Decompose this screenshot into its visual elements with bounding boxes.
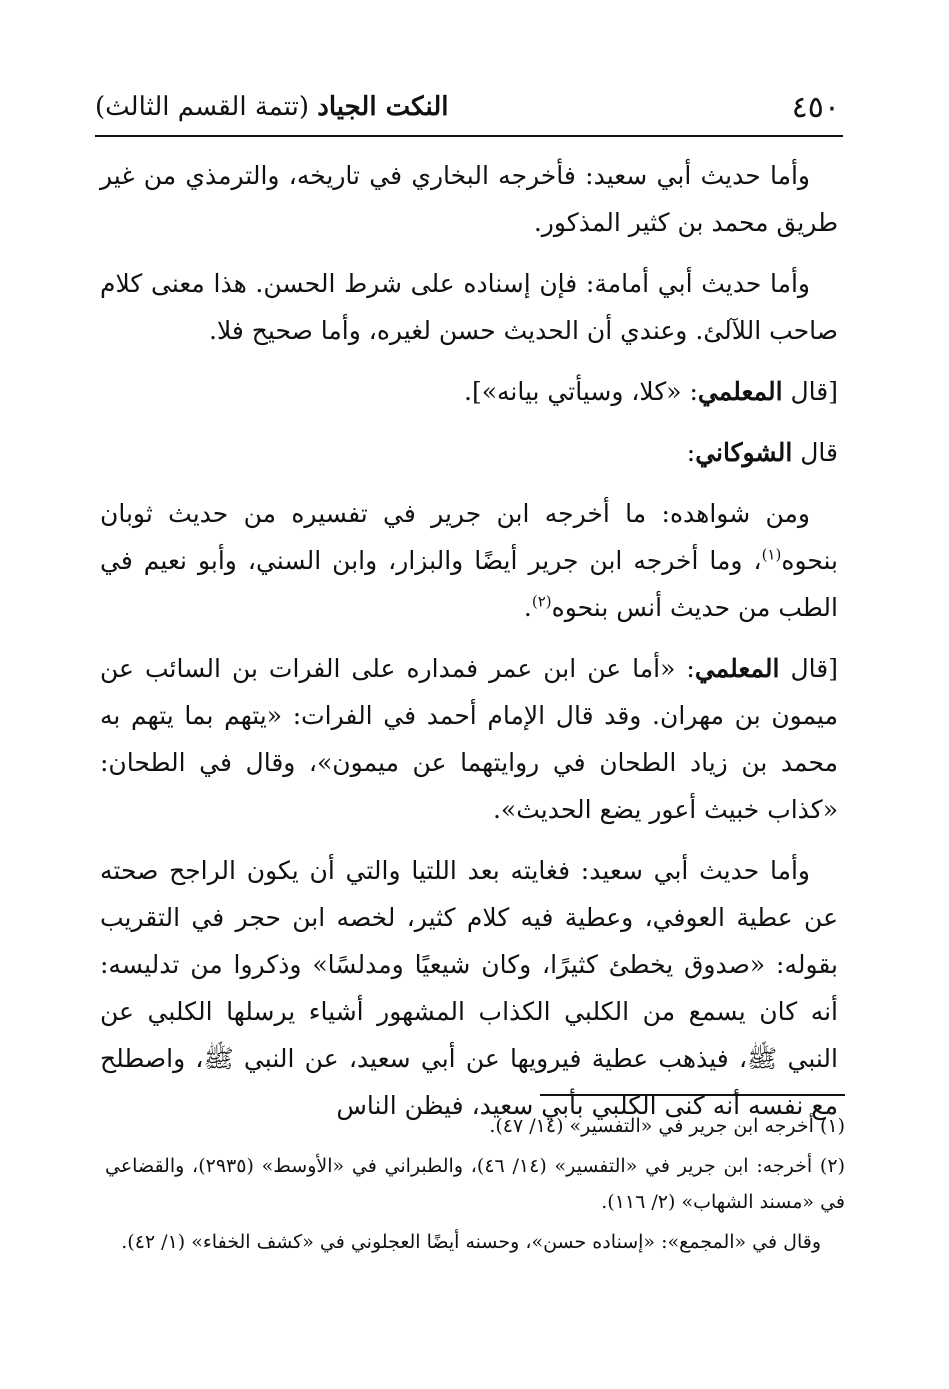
label-post: : [686, 438, 696, 467]
paragraph-7: وأما حديث أبي سعيد: فغايته بعد اللتيا والتي أن يكون الراجح صحته عن عطية العوفي، وعطية فيه كلام كثير، لخصه ابن حجر في التقريب بقوله: «صدوق يخطئ كثيرًا، وكان شيعيًا ومدلسًا» وذكروا من تدليسه: أنه كان يسمع من الكلبي الكذاب المشهور أشياء يرسلها الكلبي عن النبي ﷺ، فيذهب عطية فيرويها عن أبي سعيد، عن النبي ﷺ، واصطلح مع نفسه أنه كنى الكلبي بأبي سعيد، فيظن الناس [100, 856, 838, 1120]
footnotes [105, 1108, 845, 1264]
paragraph-3 [100, 368, 838, 415]
footnote-rule [540, 1094, 845, 1096]
quote-text: : «أما عن ابن عمر فمداره على الفرات بن السائب عن ميمون بن مهران. وقد قال الإمام أحمد في الفرات: «يتهم بما يتهم به محمد بن زياد الطحان في روايتهما عن ميمون»، وقال في الطحان: «كذاب خبيث أعور يضع الحديث». [100, 654, 838, 824]
book-title-main: النكت الجياد [317, 92, 449, 122]
book-title-sub: (تتمة القسم الثالث) [95, 92, 310, 122]
paragraph-6 [100, 645, 838, 833]
header-rule [95, 135, 843, 137]
author-name: الشوكاني [695, 438, 793, 467]
text-c: . [523, 593, 532, 622]
paragraph-1: وأما حديث أبي سعيد: فأخرجه البخاري في تاريخه، والترمذي من غير طريق محمد بن كثير المذكور. [100, 161, 838, 237]
paragraph-2: وأما حديث أبي أمامة: فإن إسناده على شرط الحسن. هذا معنى كلام صاحب اللآلئ. وعندي أن الحديث حسن لغيره، وأما صحيح فلا. [100, 269, 838, 345]
bracket-open: [قال [779, 654, 838, 683]
author-name: المعلمي [697, 377, 783, 406]
text-a: ومن شواهده: ما أخرجه ابن جرير في تفسيره من حديث ثوبان بنحوه [100, 499, 838, 575]
page-number: ٤٥٠ [791, 90, 840, 125]
author-name: المعلمي [694, 654, 780, 683]
footnote-ref-2[interactable]: (٢) [531, 592, 552, 611]
paragraph-4 [100, 429, 838, 476]
footnote-1: (١) أخرجه ابن جرير في «التفسير» (١٤/ ٤٧). [489, 1115, 845, 1137]
running-header [95, 84, 840, 130]
bracket-open: [قال [782, 377, 838, 406]
footnote-2-continued: وقال في «المجمع»: «إسناده حسن»، وحسنه أيضًا العجلوني في «كشف الخفاء» (١/ ٤٢). [121, 1231, 821, 1253]
text-b: ، وما أخرجه ابن جرير أيضًا والبزار، وابن السني، وأبو نعيم في الطب من حديث أنس بنحوه [100, 546, 838, 622]
paragraph-5 [100, 490, 838, 631]
book-title [95, 92, 449, 122]
label-pre: قال [792, 438, 838, 467]
footnote-2: (٢) أخرجه: ابن جرير في «التفسير» (١٤/ ٤٦)، والطبراني في «الأوسط» (٢٩٣٥)، والقضاعي في «مسند الشهاب» (٢/ ١١٦). [105, 1155, 845, 1213]
footnote-ref-1[interactable]: (١) [761, 545, 782, 564]
quote-text: : «كلا، وسيأتي بيانه»]. [464, 377, 698, 406]
main-text [100, 152, 838, 1143]
